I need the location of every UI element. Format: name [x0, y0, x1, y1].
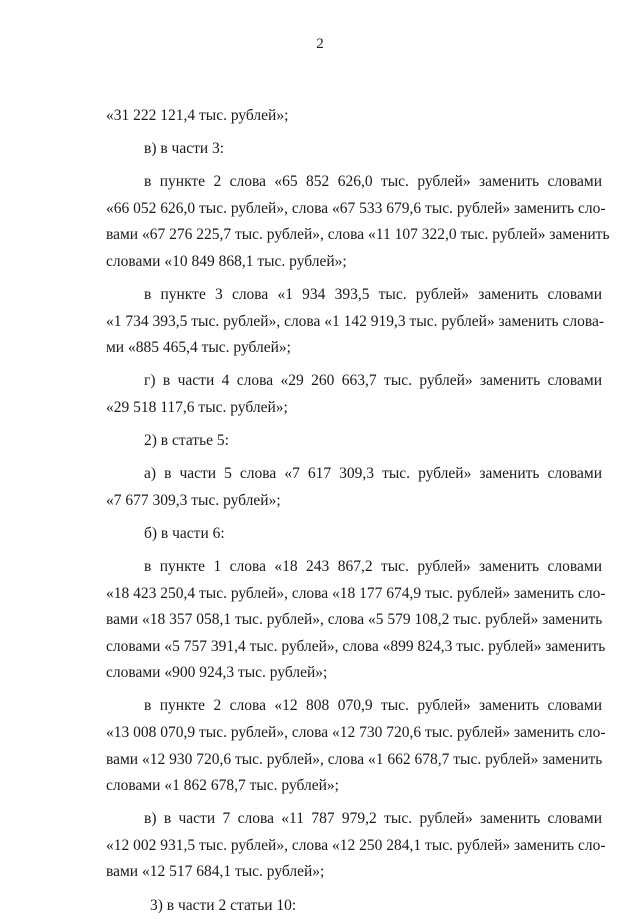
- text-line: г) в части 4 слова «29 260 663,7 тыс. рублей» заменить словами: [144, 372, 602, 390]
- text-line: словами «1 862 678,7 тыс. рублей»;: [106, 777, 339, 795]
- text-line: в) в части 3:: [144, 140, 225, 158]
- text-line: в пункте 1 слова «18 243 867,2 тыс. рублей» заменить словами: [144, 557, 602, 575]
- text-line: «66 052 626,0 тыс. рублей», слова «67 533 679,6 тыс. рублей» заменить сло-: [106, 199, 606, 217]
- text-line: вами «12 930 720,6 тыс. рублей», слова «1 662 678,7 тыс. рублей» заменить: [106, 750, 603, 768]
- text-line: в пункте 2 слова «65 852 626,0 тыс. рублей» заменить словами: [144, 173, 602, 191]
- text-line: «31 222 121,4 тыс. рублей»;: [106, 107, 289, 124]
- text-line: ми «885 465,4 тыс. рублей»;: [106, 339, 291, 357]
- text-line: словами «10 849 868,1 тыс. рублей»;: [106, 252, 347, 270]
- text-line: «29 518 117,6 тыс. рублей»;: [106, 398, 288, 416]
- text-line: «18 423 250,4 тыс. рублей», слова «18 177 674,9 тыс. рублей» заменить сло-: [106, 584, 606, 602]
- text-line: а) в части 5 слова «7 617 309,3 тыс. рублей» заменить словами: [144, 465, 602, 483]
- text-line: 3) в части 2 статьи 10:: [150, 896, 297, 914]
- text-line: «13 008 070,9 тыс. рублей», слова «12 730 720,6 тыс. рублей» заменить сло-: [106, 723, 606, 741]
- document-body: [106, 103, 610, 919]
- text-line: словами «900 924,3 тыс. рублей»;: [106, 664, 328, 682]
- page-number: 2: [316, 36, 324, 52]
- text-line: в пункте 2 слова «12 808 070,9 тыс. рублей» заменить словами: [144, 697, 602, 715]
- text-line: вами «12 517 684,1 тыс. рублей»;: [106, 863, 325, 881]
- text-line: «1 734 393,5 тыс. рублей», слова «1 142 919,3 тыс. рублей» заменить слова-: [106, 312, 605, 330]
- text-line: вами «67 276 225,7 тыс. рублей», слова «11 107 322,0 тыс. рублей» заменить: [106, 226, 610, 244]
- text-line: словами «5 757 391,4 тыс. рублей», слова «899 824,3 тыс. рублей» заменить: [106, 637, 606, 655]
- text-line: вами «18 357 058,1 тыс. рублей», слова «5 579 108,2 тыс. рублей» заменить: [106, 611, 603, 629]
- text-line: в) в части 7 слова «11 787 979,2 тыс. рублей» заменить словами: [144, 810, 602, 828]
- text-line: в пункте 3 слова «1 934 393,5 тыс. рублей» заменить словами: [144, 286, 602, 304]
- text-line: «7 677 309,3 тыс. рублей»;: [106, 491, 281, 509]
- text-line: 2) в статье 5:: [144, 432, 229, 450]
- text-line: б) в части 6:: [144, 524, 225, 542]
- text-line: «12 002 931,5 тыс. рублей», слова «12 250 284,1 тыс. рублей» заменить сло-: [106, 836, 606, 854]
